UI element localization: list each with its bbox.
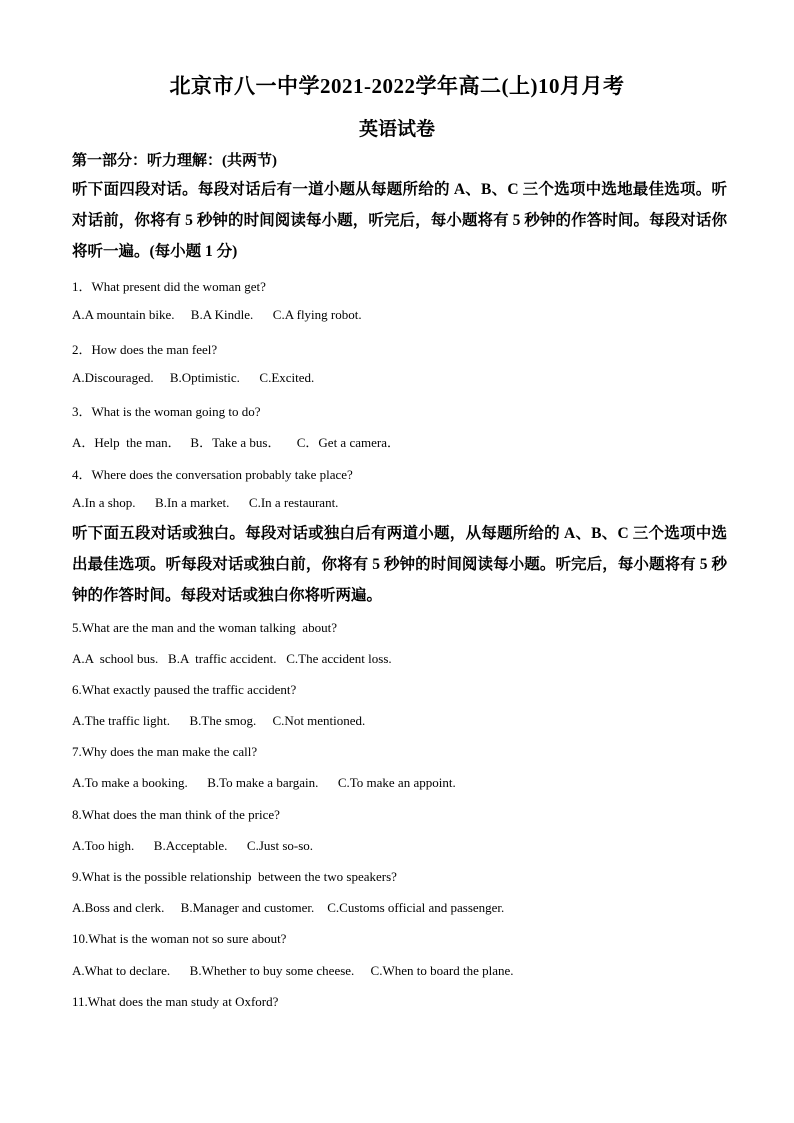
- options-6: A.The traffic light. B.The smog. C.Not mentioned.: [72, 713, 366, 728]
- options-1: A.A mountain bike. B.A Kindle. C.A flying robot.: [72, 307, 362, 322]
- options-10: A.What to declare. B.Whether to buy some cheese. C.When to board the plane.: [72, 963, 514, 978]
- question-6: 6.What exactly paused the traffic accident?: [72, 682, 297, 697]
- question-3: 3．What is the woman going to do?: [72, 404, 261, 419]
- instruction-section-1: 听下面四段对话。每段对话后有一道小题从每题所给的 A、B、C 三个选项中选地最佳选项。听对话前，你将有 5 秒钟的时间阅读每小题，听完后，每小题将有 5 秒钟的作答时间。每段对话你将听一遍。(每小题 1 分): [72, 181, 727, 260]
- question-10: 10.What is the woman not so sure about?: [72, 931, 287, 946]
- question-7: 7.Why does the man make the call?: [72, 744, 258, 759]
- page-subtitle: 英语试卷: [358, 119, 435, 140]
- question-2: 2．How does the man feel?: [72, 342, 218, 357]
- options-4: A.In a shop. B.In a market. C.In a restaurant.: [72, 495, 339, 510]
- options-5: A.A school bus. B.A traffic accident. C.The accident loss.: [72, 651, 392, 666]
- question-4: 4．Where does the conversation probably take place?: [72, 467, 353, 482]
- options-3: A．Help the man． B．Take a bus． C．Get a camera．: [72, 435, 400, 450]
- page-title: 北京市八一中学2021-2022学年高二(上)10月月考: [169, 74, 625, 98]
- options-2: A.Discouraged. B.Optimistic. C.Excited.: [72, 370, 315, 385]
- options-9: A.Boss and clerk. B.Manager and customer. C.Customs official and passenger.: [72, 900, 505, 915]
- question-5: 5.What are the man and the woman talking about?: [72, 620, 337, 635]
- instruction-section-2: 听下面五段对话或独白。每段对话或独白后有两道小题，从每题所给的 A、B、C 三个选项中选出最佳选项。听每段对话或独白前，你将有 5 秒钟的时间阅读每小题。听完后，每小题将有 5 秒钟的作答时间。每段对话或独白你将听两遍。: [72, 525, 727, 604]
- question-11: 11.What does the man study at Oxford?: [72, 994, 279, 1009]
- options-7: A.To make a booking. B.To make a bargain. C.To make an appoint.: [72, 775, 456, 790]
- question-8: 8.What does the man think of the price?: [72, 807, 280, 822]
- options-8: A.Too high. B.Acceptable. C.Just so-so.: [72, 838, 314, 853]
- question-1: 1．What present did the woman get?: [72, 279, 266, 294]
- part1-heading: 第一部分：听力理解：(共两节): [72, 153, 277, 169]
- question-9: 9.What is the possible relationship between the two speakers?: [72, 869, 397, 884]
